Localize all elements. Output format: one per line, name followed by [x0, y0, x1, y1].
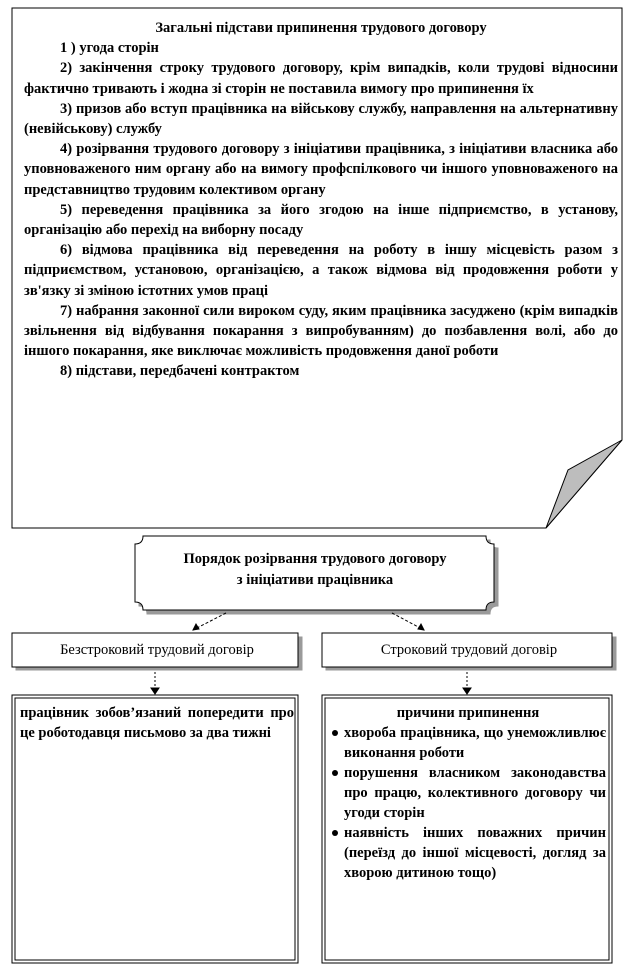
note-item-2: 2) закінчення строку трудового договору, крім випадків, коли трудові відносини фактично тривають і жодна зі сторін не поставила вимогу про припинення їх: [24, 60, 618, 97]
list-item: [330, 723, 606, 763]
reason-text: хвороба працівника, що унеможливлює виконання роботи: [344, 725, 606, 761]
reason-text: наявність інших поважних причин (переїзд до іншої місцевості, догляд за хворою дитиною тощо): [344, 825, 606, 881]
left-body-text: працівник зобов’язаний попередити про це роботодавця письмово за два тижні: [20, 705, 294, 741]
reasons-list: [330, 723, 606, 883]
list-item: [330, 763, 606, 823]
note-item-7: 7) набрання законної сили вироком суду, яким працівника засуджено (крім випадків звільнення від відбування покарання з випробуванням) до позбавлення волі, або до іншого покарання, яке виключає можливість продовження даної роботи: [24, 302, 618, 360]
grounds-note-text: [24, 18, 618, 382]
center-title-line2: з ініціативи працівника: [236, 572, 394, 588]
left-down-arrow: [151, 672, 159, 694]
right-down-arrow: [463, 672, 471, 694]
center-box: [135, 549, 495, 591]
center-title-line1: Порядок розірвання трудового договору: [183, 551, 447, 567]
left-header: Безстроковий трудовий договір: [60, 642, 254, 658]
note-item-3: 3) призов або вступ працівника на військову службу, направлення на альтернативну (невійськову) службу: [24, 100, 618, 138]
note-item-6: 6) відмова працівника від переведення на роботу в іншу місцевість разом з підприємством, установою, організацією, а також відмова від продовження роботи у зв'язку зі зміною істотних умов праці: [24, 242, 618, 299]
note-item-5: 5) переведення працівника за його згодою на інше підприємство, в установу, організацію або перехід на виборну посаду: [24, 201, 618, 239]
note-item-8: 8) підстави, передбачені контрактом: [60, 363, 300, 380]
center-to-right-arrow: [392, 613, 424, 630]
note-item-1: 1 ) угода сторін: [60, 40, 159, 57]
note-title: Загальні підстави припинення трудового договору: [155, 20, 487, 36]
note-item-4: 4) розірвання трудового договору з ініціативи працівника, з ініціативи власника або уповноваженого ним органу або на вимогу профспілкового чи іншого уповноваженого на представництво трудовим колективом органу: [24, 141, 618, 198]
center-to-left-arrow: [193, 613, 226, 630]
list-item: [330, 823, 606, 883]
bullet-icon: [332, 770, 338, 776]
right-header: Строковий трудовий договір: [380, 642, 558, 658]
reason-text: порушення власником законодавства про працю, колективного договору чи угоди сторін: [344, 765, 606, 821]
bullet-icon: [332, 730, 338, 736]
bullet-icon: [332, 830, 338, 836]
right-body: [330, 703, 606, 883]
reasons-title: причини припинення: [396, 705, 540, 721]
